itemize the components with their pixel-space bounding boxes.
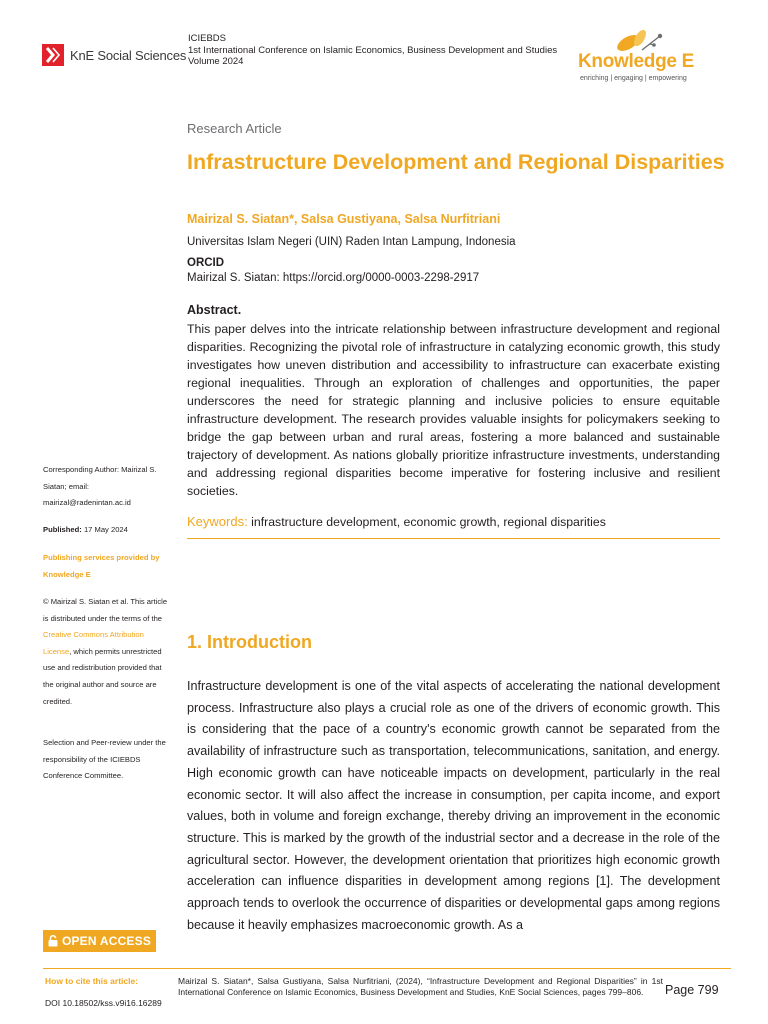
publishing-services: Publishing services provided by Knowledge E [43, 553, 160, 579]
published-label: Published: [43, 525, 82, 534]
license-link[interactable]: Creative Commons Attribution License [43, 630, 144, 656]
license-text [43, 594, 171, 710]
page-number: Page 799 [665, 983, 719, 997]
cite-label: How to cite this article: [45, 976, 139, 986]
abstract-text: This paper delves into the intricate relationship between infrastructure development and regional disparities. Recognizing the pivotal role of infrastructure in catalyzing economic growth, this study investigates how uneven distribution and accessibility to infrastructure can exacerbate existing regional inequalities. Through an exploration of challenges and opportunities, the paper underscores the need for strategic planning and inclusive policies to ensure equitable infrastructure development. The research provides valuable insights for policymakers seeking to bridge the gap between urban and rural areas, fostering a more balanced and sustainable trajectory of development. As nations globally prioritize infrastructure investments, understanding and addressing regional disparities become imperative for fostering inclusive and resilient societies. [187, 322, 720, 498]
peer-review-note: Selection and Peer-review under the responsibility of the ICIEBDS Conference Committee. [43, 738, 166, 781]
affiliation: Universitas Islam Negeri (UIN) Raden Intan Lampung, Indonesia [187, 236, 516, 248]
orcid-label: ORCID [187, 257, 225, 269]
keywords-label: Keywords: [187, 514, 248, 529]
open-access-label: OPEN ACCESS [61, 934, 152, 948]
conference-full-name: 1st International Conference on Islamic Economics, Business Development and Studies [188, 44, 558, 56]
knowledge-e-logo [574, 26, 724, 88]
citation-text: Mairizal S. Siatan*, Salsa Gustiyana, Salsa Nurfitriani, (2024), “Infrastructure Development and Regional Disparities” in 1st International Conference on Islamic Economics, Business Development and Studies, KnE Social Sciences, pages 799–806. [178, 976, 663, 997]
license-suffix: , which permits unrestricted use and redistribution provided that the original author and source are credited. [43, 646, 162, 706]
volume: Volume 2024 [188, 56, 244, 67]
corresponding-author: Corresponding Author: Mairizal S. Siatan; email: mairizal@radenintan.ac.id [43, 465, 157, 508]
knowledge-e-tagline: enriching | engaging | empowering [580, 75, 687, 82]
kne-social-sciences-logo [42, 42, 192, 68]
introduction-text: Infrastructure development is one of the vital aspects of accelerating the national development process. Infrastructure also plays a crucial role as one of the drivers of economic growth. This is considering that the pace of a country's economic growth cannot be separated from the availability of infrastructure such as transportation, telecommunications, sanitation, and energy. High economic growth can have noticeable impacts on development, particularly in the real economic sector. It will also affect the increase in consumption, per capita income, and export values, both in volume and foreign exchange, thereby driving an improvement in the economic structure. This is marked by the growth of the industrial sector and a decrease in the role of the agricultural sector. However, the development orientation that prioritizes high economic growth acceleration can influence disparities in development among regions [1]. The development approach tends to overlook the occurrence of disparities or developmental gaps among regions because it heavily emphasizes macroeconomic growth. As a [187, 679, 720, 932]
keywords [187, 514, 606, 529]
published-info [43, 522, 171, 539]
conference-short-name: ICIEBDS [188, 33, 227, 44]
knowledge-e-name: Knowledge E [578, 51, 694, 72]
orcid-link[interactable]: Mairizal S. Siatan: https://orcid.org/0000-0003-2298-2917 [187, 272, 480, 284]
article-title: Infrastructure Development and Regional Disparities [187, 150, 725, 174]
kne-logo-icon [42, 44, 64, 66]
kne-logo-text: KnE Social Sciences [70, 47, 187, 63]
section-heading-introduction: 1. Introduction [187, 632, 312, 652]
license-prefix: © Mairizal S. Siatan et al. This article is distributed under the terms of the [43, 597, 168, 623]
abstract-label: Abstract. [187, 303, 242, 317]
open-access-lock-icon [48, 935, 58, 947]
keywords-divider [187, 538, 720, 539]
footer-divider [43, 968, 731, 969]
open-access-badge [43, 930, 156, 952]
keywords-list: infrastructure development, economic growth, regional disparities [251, 515, 606, 529]
article-type: Research Article [187, 121, 282, 136]
doi[interactable]: DOI 10.18502/kss.v9i16.16289 [45, 998, 162, 1008]
authors: Mairizal S. Siatan*, Salsa Gustiyana, Salsa Nurfitriani [187, 212, 501, 226]
conference-info [188, 33, 563, 68]
published-date: 17 May 2024 [83, 525, 128, 534]
